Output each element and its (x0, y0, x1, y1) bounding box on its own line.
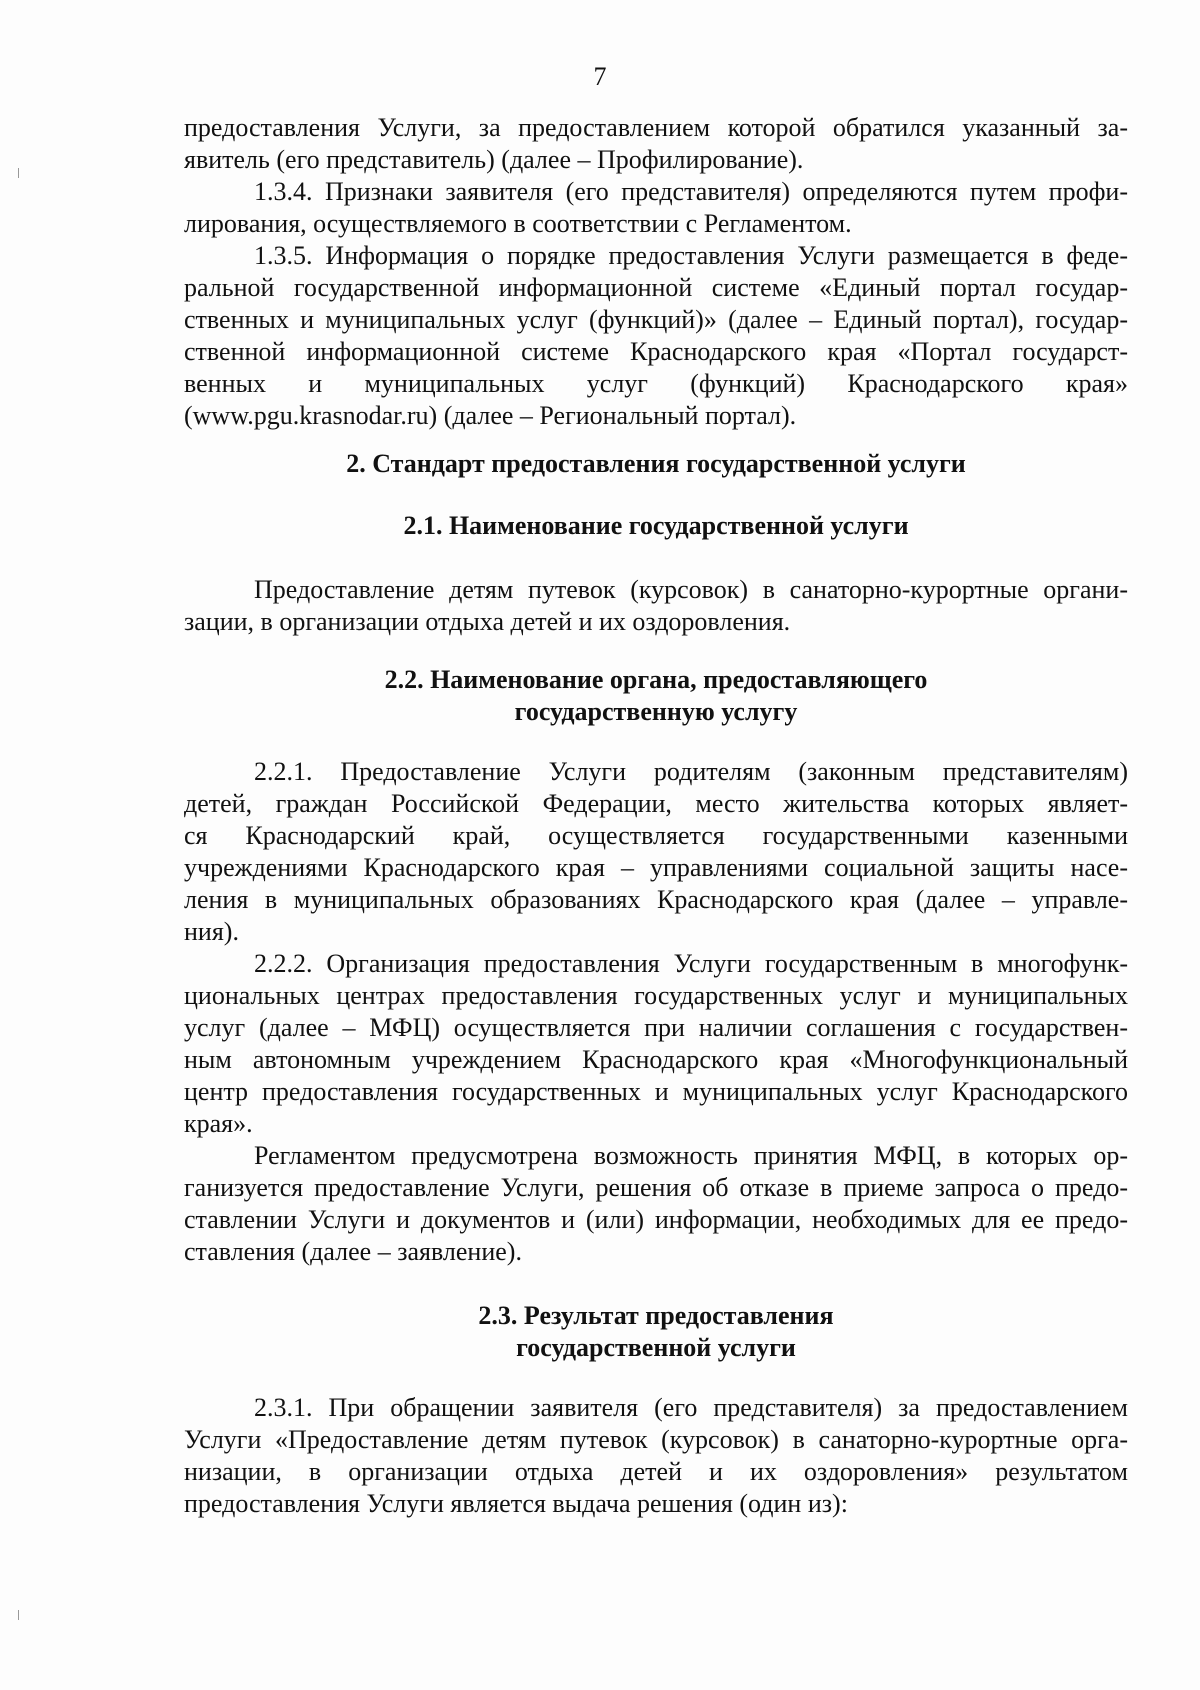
section-2-3-text (184, 1392, 1128, 1520)
text-line: Предоставление детям путевок (курсовок) в санаторно-курортные органи- (254, 575, 1128, 604)
page-number: 7 (593, 62, 607, 91)
text-line: услуг (далее – МФЦ) осуществляется при наличии соглашения с государствен- (184, 1013, 1128, 1042)
text-line: 1.3.5. Информация о порядке предоставления Услуги размещается в феде- (254, 241, 1128, 270)
text-line: ральной государственной информационной системе «Единый портал государ- (184, 273, 1128, 302)
text-line: ся Краснодарский край, осуществляется государственными казенными (184, 821, 1128, 850)
text-line: края». (184, 1109, 253, 1138)
text-line: ственной информационной системе Краснодарского края «Портал государст- (184, 337, 1128, 366)
section-2-3-heading (184, 1300, 1128, 1364)
text-line: лирования, осуществляемого в соответствии с Регламентом. (184, 209, 852, 238)
text-line: ставления (далее – заявление). (184, 1237, 522, 1266)
text-line: ния). (184, 917, 239, 946)
scan-artifact (18, 1610, 19, 1620)
text-line: ным автономным учреждением Краснодарского края «Многофункциональный (184, 1045, 1128, 1074)
heading-line: 2. Стандарт предоставления государственной услуги (346, 449, 966, 478)
text-line: зации, в организации отдыха детей и их оздоровления. (184, 607, 791, 636)
text-line: низации, в организации отдыха детей и их оздоровления» результатом (184, 1457, 1128, 1486)
intro-text (184, 112, 1128, 432)
text-line: Услуги «Предоставление детям путевок (курсовок) в санаторно-курортные орга- (184, 1425, 1128, 1454)
text-line: ганизуется предоставление Услуги, решения об отказе в приеме запроса о предо- (184, 1173, 1128, 1202)
text-line: ственных и муниципальных услуг (функций)» (далее – Единый портал), государ- (184, 305, 1128, 334)
heading-line: государственную услугу (514, 697, 798, 726)
text-line: явитель (его представитель) (далее – Профилирование). (184, 145, 804, 174)
text-line: 2.2.1. Предоставление Услуги родителям (законным представителям) (254, 757, 1128, 786)
text-line: 2.3.1. При обращении заявителя (его представителя) за предоставлением (254, 1393, 1128, 1422)
section-2-2-text (184, 756, 1128, 1268)
text-line: детей, граждан Российской Федерации, место жительства которых являет- (184, 789, 1128, 818)
heading-line: 2.3. Результат предоставления (478, 1301, 834, 1330)
text-line: учреждениями Краснодарского края – управлениями социальной защиты насе- (184, 853, 1128, 882)
heading-line: государственной услуги (516, 1333, 796, 1362)
text-line: венных и муниципальных услуг (функций) Краснодарского края» (184, 369, 1128, 398)
section-2-2-heading (184, 664, 1128, 728)
heading-line: 2.1. Наименование государственной услуги (403, 511, 909, 540)
text-line: ления в муниципальных образованиях Краснодарского края (далее – управле- (184, 885, 1128, 914)
section-2-1-heading (184, 510, 1128, 542)
heading-line: 2.2. Наименование органа, предоставляющего (384, 665, 928, 694)
text-line: (www.pgu.krasnodar.ru) (далее – Региональный портал). (184, 401, 797, 430)
text-line: предоставления Услуги является выдача решения (один из): (184, 1489, 848, 1518)
text-line: предоставления Услуги, за предоставлением которой обратился указанный за- (184, 113, 1128, 142)
text-line: центр предоставления государственных и муниципальных услуг Краснодарского (184, 1077, 1128, 1106)
section-2-heading (184, 448, 1128, 480)
text-line: 1.3.4. Признаки заявителя (его представителя) определяются путем профи- (254, 177, 1128, 206)
text-line: ставлении Услуги и документов и (или) информации, необходимых для ее предо- (184, 1205, 1128, 1234)
text-line: 2.2.2. Организация предоставления Услуги государственным в многофунк- (254, 949, 1128, 978)
scan-artifact (18, 168, 19, 178)
text-line: Регламентом предусмотрена возможность принятия МФЦ, в которых ор- (254, 1141, 1128, 1170)
section-2-1-text (184, 574, 1128, 638)
text-line: циональных центрах предоставления государственных услуг и муниципальных (184, 981, 1128, 1010)
